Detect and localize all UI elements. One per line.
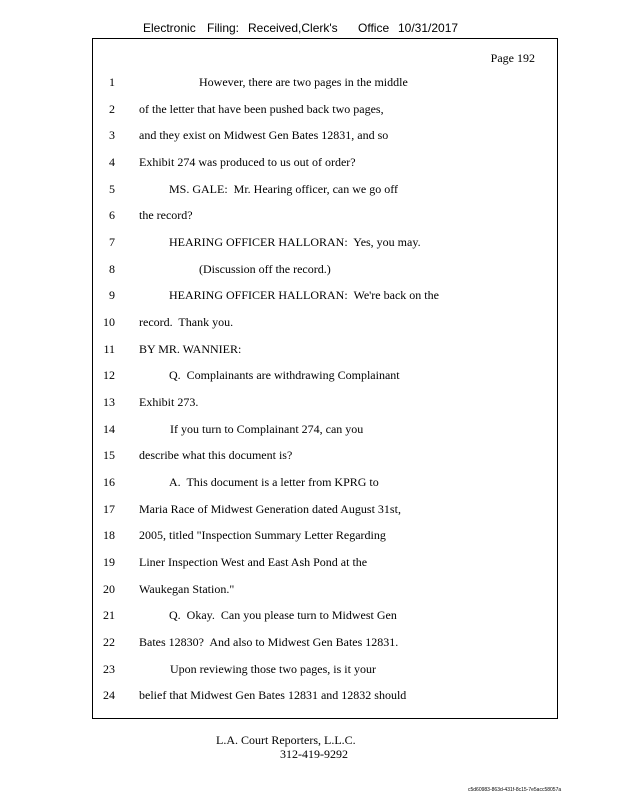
line-text: describe what this document is? bbox=[139, 448, 293, 462]
line-number: 4 bbox=[109, 155, 115, 169]
transcript-line bbox=[93, 635, 559, 651]
filing-header-office: Office bbox=[358, 21, 390, 35]
page-number: Page 192 bbox=[490, 51, 535, 65]
line-number: 24 bbox=[103, 688, 115, 702]
line-number: 17 bbox=[103, 502, 115, 516]
filing-header-electronic: Electronic bbox=[143, 21, 196, 35]
line-number: 7 bbox=[109, 235, 115, 249]
transcript-line bbox=[93, 262, 559, 278]
transcript-line bbox=[93, 528, 559, 544]
line-text: If you turn to Complainant 274, can you bbox=[170, 422, 364, 436]
line-text: of the letter that have been pushed back two pages, bbox=[139, 102, 384, 116]
transcript-line bbox=[93, 182, 559, 198]
footer-company: L.A. Court Reporters, L.L.C. bbox=[216, 733, 356, 747]
line-text: and they exist on Midwest Gen Bates 12831, and so bbox=[139, 128, 389, 142]
transcript-line bbox=[93, 315, 559, 331]
line-number: 22 bbox=[103, 635, 115, 649]
document-id: c5d60983-863d-431f-8c15-7e5acc58057a bbox=[468, 787, 562, 793]
line-text: Q. Okay. Can you please turn to Midwest Gen bbox=[169, 608, 397, 622]
transcript-line bbox=[93, 208, 559, 224]
transcript-line bbox=[93, 475, 559, 491]
transcript-line bbox=[93, 288, 559, 304]
filing-header bbox=[0, 21, 618, 37]
line-text: the record? bbox=[139, 208, 193, 222]
line-number: 20 bbox=[103, 582, 115, 596]
line-number: 13 bbox=[103, 395, 115, 409]
line-text: HEARING OFFICER HALLORAN: Yes, you may. bbox=[169, 235, 421, 249]
line-number: 18 bbox=[103, 528, 115, 542]
filing-header-filing: Filing: bbox=[207, 21, 240, 35]
line-number: 23 bbox=[103, 662, 115, 676]
line-number: 5 bbox=[109, 182, 115, 196]
line-text: Bates 12830? And also to Midwest Gen Bates 12831. bbox=[139, 635, 399, 649]
line-text: HEARING OFFICER HALLORAN: We're back on the bbox=[169, 288, 439, 302]
line-text: Maria Race of Midwest Generation dated August 31st, bbox=[139, 502, 401, 516]
filing-header-date: 10/31/2017 bbox=[398, 21, 459, 35]
transcript-line bbox=[93, 155, 559, 171]
transcript-line bbox=[93, 662, 559, 678]
line-number: 10 bbox=[103, 315, 115, 329]
line-text: Exhibit 273. bbox=[139, 395, 199, 409]
transcript-line bbox=[93, 448, 559, 464]
line-number: 9 bbox=[109, 288, 115, 302]
line-number: 2 bbox=[109, 102, 115, 116]
line-number: 15 bbox=[103, 448, 115, 462]
filing-header-received: Received,Clerk's bbox=[248, 21, 338, 35]
line-number: 12 bbox=[103, 368, 115, 382]
transcript-line bbox=[93, 502, 559, 518]
transcript-line bbox=[93, 342, 559, 358]
line-number: 14 bbox=[103, 422, 115, 436]
footer-phone: 312-419-9292 bbox=[280, 747, 348, 761]
transcript-line bbox=[93, 368, 559, 384]
line-text: (Discussion off the record.) bbox=[199, 262, 331, 276]
line-text: However, there are two pages in the middle bbox=[199, 75, 408, 89]
transcript-line bbox=[93, 608, 559, 624]
line-number: 11 bbox=[103, 342, 115, 356]
line-number: 16 bbox=[103, 475, 115, 489]
line-text: Liner Inspection West and East Ash Pond at the bbox=[139, 555, 368, 569]
line-text: A. This document is a letter from KPRG to bbox=[169, 475, 379, 489]
transcript-line bbox=[93, 102, 559, 118]
line-number: 19 bbox=[103, 555, 115, 569]
transcript-line bbox=[93, 235, 559, 251]
line-text: 2005, titled "Inspection Summary Letter Regarding bbox=[139, 528, 386, 542]
line-text: MS. GALE: Mr. Hearing officer, can we go off bbox=[169, 182, 399, 196]
transcript-line bbox=[93, 75, 559, 91]
line-text: Exhibit 274 was produced to us out of order? bbox=[139, 155, 356, 169]
transcript-page bbox=[92, 38, 558, 719]
transcript-line bbox=[93, 395, 559, 411]
line-text: Upon reviewing those two pages, is it your bbox=[170, 662, 376, 676]
line-number: 8 bbox=[109, 262, 115, 276]
line-text: record. Thank you. bbox=[139, 315, 234, 329]
transcript-line bbox=[93, 555, 559, 571]
line-text: Waukegan Station." bbox=[139, 582, 235, 596]
transcript-line bbox=[93, 128, 559, 144]
line-text: belief that Midwest Gen Bates 12831 and 12832 should bbox=[139, 688, 407, 702]
line-number: 21 bbox=[103, 608, 115, 622]
line-text: BY MR. WANNIER: bbox=[139, 342, 242, 356]
line-number: 1 bbox=[109, 75, 115, 89]
line-text: Q. Complainants are withdrawing Complainant bbox=[169, 368, 400, 382]
line-number: 3 bbox=[109, 128, 115, 142]
transcript-line bbox=[93, 688, 559, 704]
transcript-line bbox=[93, 422, 559, 438]
transcript-line bbox=[93, 582, 559, 598]
line-number: 6 bbox=[109, 208, 115, 222]
